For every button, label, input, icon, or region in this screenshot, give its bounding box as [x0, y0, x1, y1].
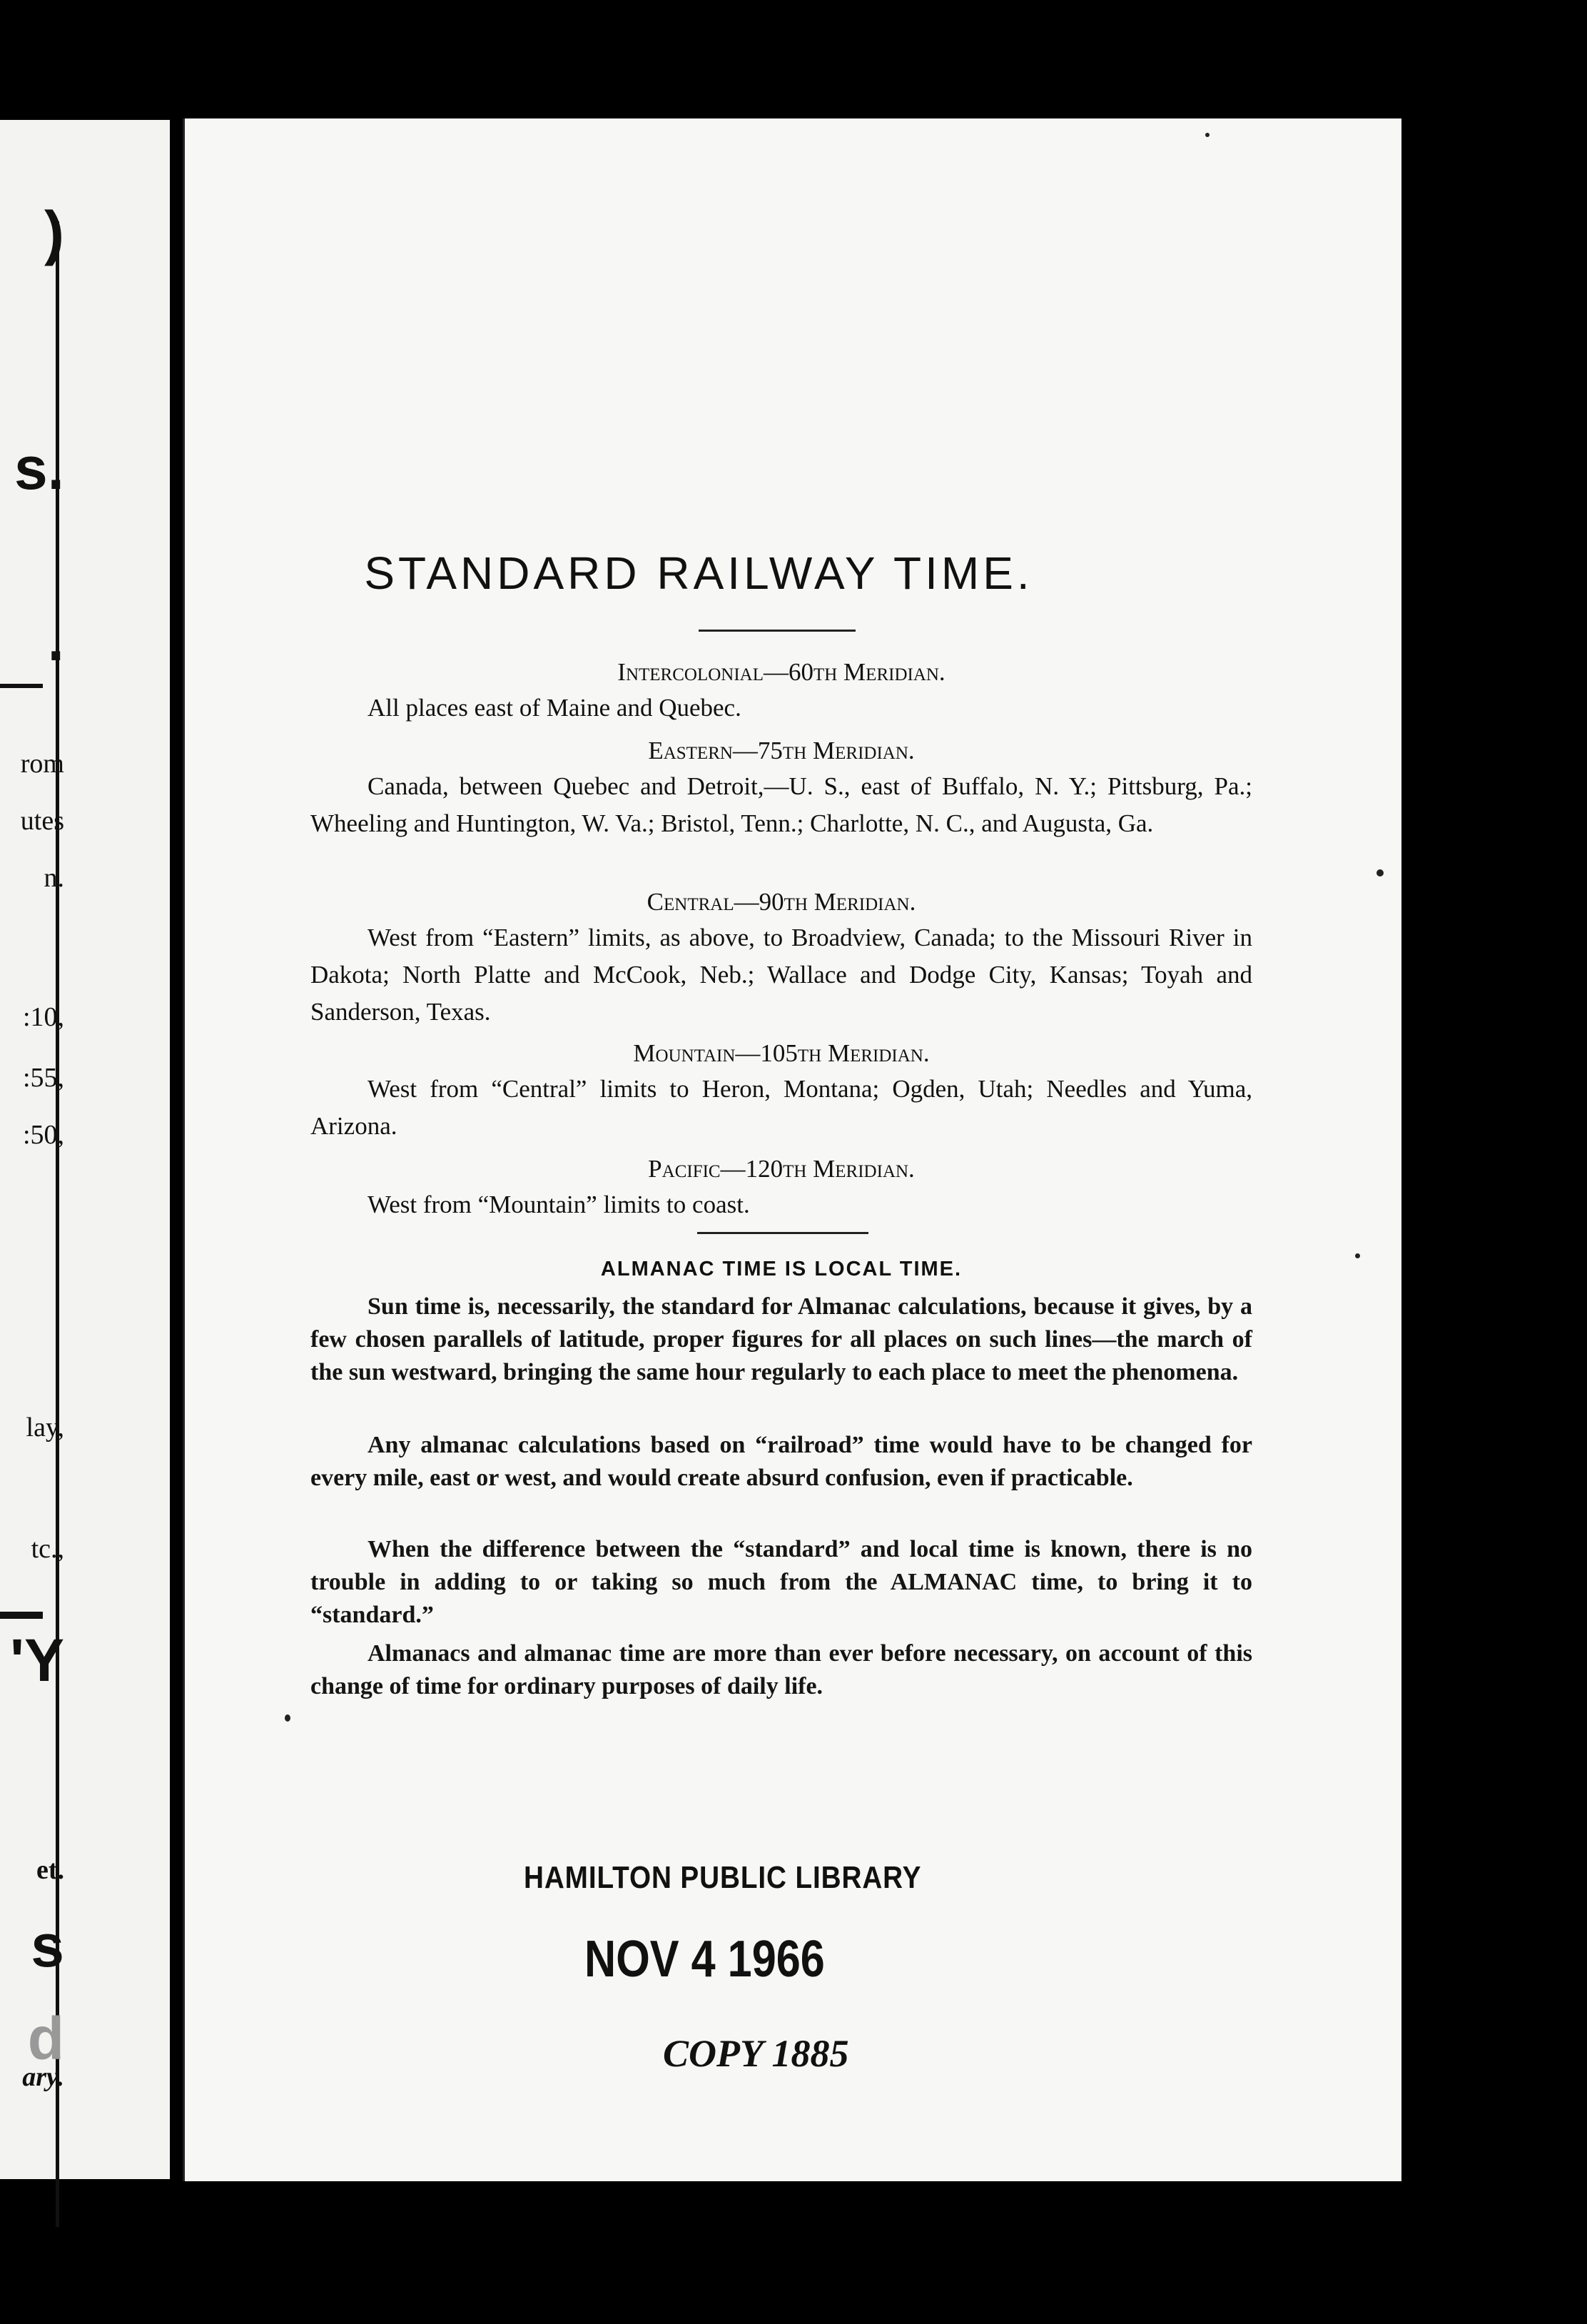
facing-page-rule	[0, 684, 43, 688]
almanac-paragraph: When the difference between the “standard” and local time is known, there is no trouble in adding to or taking so much from the ALMANAC time, to bring it to “standard.”	[310, 1536, 1252, 1628]
facing-page-fragment-text: tc.,	[31, 1534, 64, 1564]
zone-description: West from “Central” limits to Heron, Montana; Ogden, Utah; Needles and Yuma, Arizona.	[310, 1075, 1252, 1140]
scan-speck	[285, 1714, 290, 1722]
scan-speck	[1376, 869, 1384, 876]
facing-page-fragment-text: lay,	[26, 1413, 64, 1443]
zone-description: Canada, between Quebec and Detroit,—U. S., east of Buffalo, N. Y.; Pittsburg, Pa.; Wheeling and Huntington, W. Va.; Bristol, Tenn.; Charlotte, N. C., and Augusta, Ga.	[310, 772, 1252, 837]
zone-description: West from “Eastern” limits, as above, to Broadview, Canada; to the Missouri River in Dakota; North Platte and McCook, Neb.; Wallace and Dodge City, Kansas; Toyah and Sanderson, Texas.	[310, 924, 1252, 1026]
facing-page-fragment-text: d	[27, 2005, 64, 2072]
stamp-date: NOV 4 1966	[584, 1931, 825, 1988]
facing-page-rule	[0, 1612, 43, 1619]
almanac-paragraph: Any almanac calculations based on “railroad” time would have to be changed for every mile, east or west, and would create absurd confusion, even if practicable.	[310, 1432, 1252, 1491]
zone-description: All places east of Maine and Quebec.	[367, 694, 741, 722]
facing-page-fragment-text: s	[31, 1912, 64, 1979]
facing-page-fragment-text: et.	[36, 1855, 64, 1885]
scan-speck	[1355, 1253, 1360, 1258]
stamp-library-name: HAMILTON PUBLIC LIBRARY	[524, 1860, 922, 1895]
scan-speck	[1205, 133, 1210, 137]
facing-page-fragment-text: n.	[44, 863, 64, 893]
zone-heading: Pacific—120th Meridian.	[648, 1155, 915, 1183]
almanac-paragraph: Almanacs and almanac time are more than ever before necessary, on account of this change of time for ordinary purposes of daily life.	[310, 1640, 1252, 1699]
facing-page-fragment-text: )	[44, 199, 64, 266]
page-title: STANDARD RAILWAY TIME.	[364, 547, 1033, 599]
facing-page-fragment-text: ary.	[22, 2062, 64, 2092]
facing-page-fragment-text: :50,	[22, 1120, 64, 1150]
facing-page-fragment-text: :55,	[22, 1063, 64, 1093]
zone-description: West from “Mountain” limits to coast.	[367, 1191, 750, 1218]
section-divider	[697, 1232, 868, 1234]
facing-page-fragment	[0, 120, 170, 2179]
facing-page-fragment-text: .	[47, 606, 64, 673]
zone-heading: Mountain—105th Meridian.	[633, 1039, 930, 1067]
zone-heading: Central—90th Meridian.	[647, 888, 916, 916]
zone-heading: Intercolonial—60th Meridian.	[617, 658, 945, 686]
facing-page-fragment-text: :10,	[22, 1002, 64, 1032]
stamp-copy-note: COPY 1885	[663, 2032, 849, 2075]
title-divider	[699, 630, 856, 632]
facing-page-fragment-text: utes	[20, 806, 64, 836]
facing-page-fragment-text: rom	[20, 749, 64, 779]
book-page	[183, 118, 1401, 2181]
facing-page-fragment-text: 'Y	[9, 1627, 64, 1694]
almanac-paragraph: Sun time is, necessarily, the standard for Almanac calculations, because it gives, by a few chosen parallels of latitude, proper figures for all places on such lines—the march of the sun westward, bringing the same hour regularly to each place to meet the phenomena.	[310, 1293, 1252, 1385]
facing-page-fragment-text: s.	[14, 435, 64, 502]
almanac-heading: ALMANAC TIME IS LOCAL TIME.	[600, 1258, 963, 1280]
zone-heading: Eastern—75th Meridian.	[648, 737, 915, 764]
